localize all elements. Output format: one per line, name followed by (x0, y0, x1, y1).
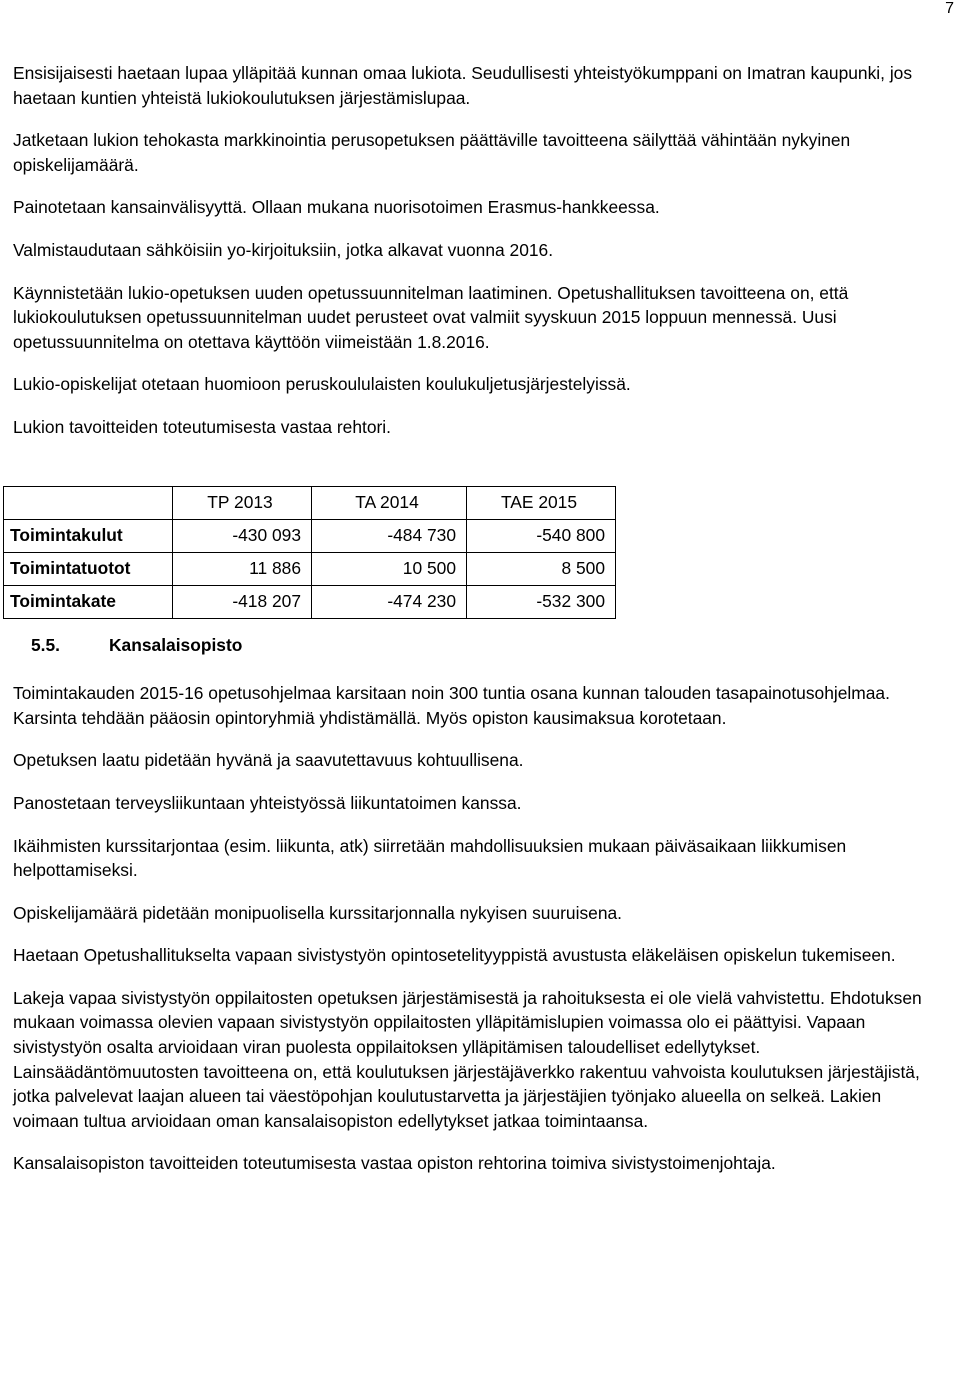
section-heading (31, 633, 933, 658)
paragraph: Painotetaan kansainvälisyyttä. Ollaan mukana nuorisotoimen Erasmus-hankkeessa. (13, 197, 660, 218)
budget-table (3, 486, 616, 619)
table-cell: 8 500 (467, 552, 616, 585)
table-cell: -484 730 (312, 519, 467, 552)
paragraph: Haetaan Opetushallitukselta vapaan sivistystyön opintosetelityyppistä avustusta eläkeläisen opiskelun tukemiseen. (13, 945, 896, 966)
paragraph: Toimintakauden 2015-16 opetusohjelmaa karsitaan noin 300 tuntia osana kunnan talouden tasapainotusohjelmaa. Karsinta tehdään pääosin opintoryhmiä yhdistämällä. Myös opiston kausimaksua korotetaan. (13, 683, 890, 728)
document-body (10, 61, 933, 1194)
section-number: 5.5. (31, 634, 61, 655)
table-row (4, 552, 616, 585)
table-header-cell: TAE 2015 (467, 486, 616, 519)
paragraph: Valmistaudutaan sähköisiin yo-kirjoituksiin, jotka alkavat vuonna 2016. (13, 239, 554, 260)
table-cell: 10 500 (312, 552, 467, 585)
table-header-cell (4, 486, 173, 519)
row-label: Toimintakulut (4, 519, 173, 552)
paragraph: Ensisijaisesti haetaan lupaa ylläpitää kunnan omaa lukiota. Seudullisesti yhteistyökumppani on Imatran kaupunki, jos haetaan kuntien yhteistä lukiokoulutuksen järjestämislupaa. (13, 63, 913, 108)
paragraph: Kansalaisopiston tavoitteiden toteutumisesta vastaa opiston rehtorina toimiva sivistystoimenjohtaja. (13, 1153, 776, 1174)
paragraph: Lukio-opiskelijat otetaan huomioon peruskoululaisten koulukuljetusjärjestelyissä. (13, 374, 631, 395)
table-header-row (4, 486, 616, 519)
paragraph: Opetuksen laatu pidetään hyvänä ja saavutettavuus kohtuullisena. (13, 750, 524, 771)
table-cell: 11 886 (173, 552, 312, 585)
row-label: Toimintakate (4, 585, 173, 618)
table-cell: -532 300 (467, 585, 616, 618)
paragraph: Opiskelijamäärä pidetään monipuolisella kurssitarjonnalla nykyisen suuruisena. (13, 902, 622, 923)
paragraph: Käynnistetään lukio-opetuksen uuden opetussuunnitelman laatiminen. Opetushallituksen tavoitteena on, että lukiokoulutuksen opetussuunnitelman uudet perusteet ovat valmiit syyskuun 2015 loppuun mennessä. Uusi opetussuunnitelma on otettava käyttöön viimeistään 1.8.2016. (13, 282, 849, 352)
table-row (4, 585, 616, 618)
row-label: Toimintatuotot (4, 552, 173, 585)
table-cell: -540 800 (467, 519, 616, 552)
table-cell: -418 207 (173, 585, 312, 618)
table-row (4, 519, 616, 552)
paragraph: Ikäihmisten kurssitarjontaa (esim. liikunta, atk) siirretään mahdollisuuksien mukaan päiväsaikaan liikkumisen helpottamiseksi. (13, 835, 847, 881)
table-header-cell: TA 2014 (312, 486, 467, 519)
table-cell: -474 230 (312, 585, 467, 618)
table-header-cell: TP 2013 (173, 486, 312, 519)
paragraph: Lukion tavoitteiden toteutumisesta vastaa rehtori. (13, 416, 391, 437)
paragraph: Jatketaan lukion tehokasta markkinointia perusopetuksen päättäville tavoitteena säilyttää vähintään nykyinen opiskelijamäärä. (13, 130, 851, 175)
section-title: Kansalaisopisto (109, 634, 243, 655)
paragraph: Lakeja vapaa sivistystyön oppilaitosten opetuksen järjestämisestä ja rahoituksesta ei ole vielä vahvistettu. Ehdotuksen mukaan voimassa olevien vapaan sivistystyön oppilaitosten ylläpitämislupien voimassa olo ei päättyisi. Vapaan sivistystyön osalta arvioidaan viran puolesta oppilaitoksen ylläpitämisen taloudelliset edellytykset. Lainsäädäntömuutosten tavoitteena on, että koulutuksen järjestäjäverkko rakentuu vahvoista koulutuksen järjestäjistä, jotka palvelevat laajan alueen tai väestöpohjan koulutustarvetta ja järjestäjien työnjako alueella on selkeä. Lakien voimaan tultua arvioidaan oman kansalaisopiston edellytykset jatkaa toimintaansa. (13, 987, 922, 1131)
table-cell: -430 093 (173, 519, 312, 552)
paragraph: Panostetaan terveysliikuntaan yhteistyössä liikuntatoimen kanssa. (13, 792, 522, 813)
page-number: 7 (945, 0, 954, 17)
